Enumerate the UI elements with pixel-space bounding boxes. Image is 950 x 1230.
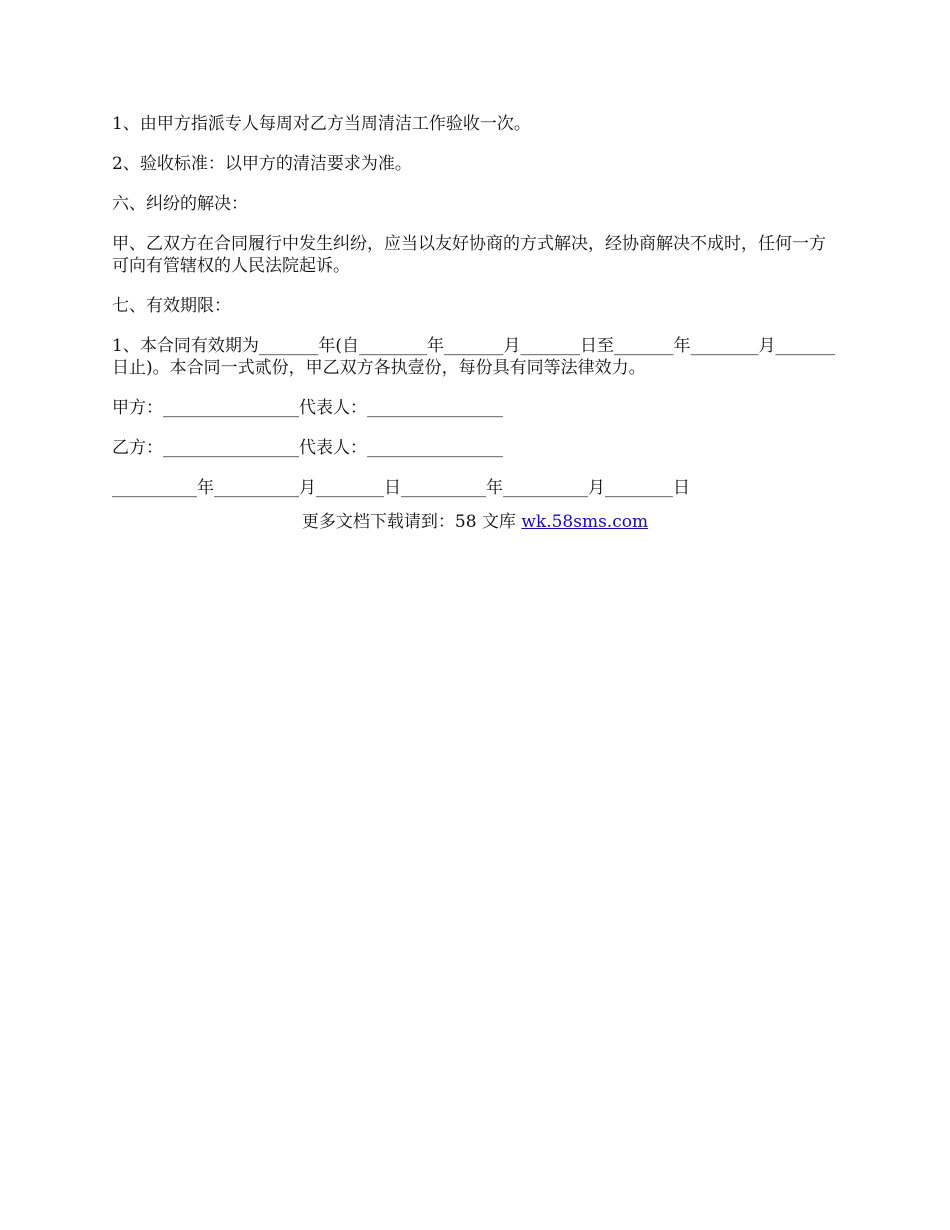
- date-line: __________年__________月________日__________年__________月________日: [112, 478, 690, 498]
- footer: [112, 511, 838, 533]
- clause-validity-period: 1、本合同有效期为_______年(自________年_______月_______日至_______年________月_______日止)。本合同一式贰份，甲乙双方各执壹份，每份具有同等法律效力。: [112, 336, 835, 378]
- clause-acceptance-frequency: 1、由甲方指派专人每周对乙方当周清洁工作验收一次。: [112, 114, 531, 134]
- footer-text: 更多文档下载请到：58 文库: [301, 512, 522, 532]
- section-heading-disputes: 六、纠纷的解决：: [112, 194, 248, 214]
- section-heading-validity: 七、有效期限：: [112, 296, 231, 316]
- party-a-signature-line: 甲方：________________代表人：________________: [112, 398, 503, 418]
- clause-dispute-resolution: 甲、乙双方在合同履行中发生纠纷，应当以友好协商的方式解决，经协商解决不成时，任何一方可向有管辖权的人民法院起诉。: [112, 234, 826, 276]
- footer-link[interactable]: wk.58sms.com: [521, 512, 649, 532]
- clause-acceptance-standard: 2、验收标准：以甲方的清洁要求为准。: [112, 154, 412, 174]
- party-b-signature-line: 乙方：________________代表人：________________: [112, 438, 503, 458]
